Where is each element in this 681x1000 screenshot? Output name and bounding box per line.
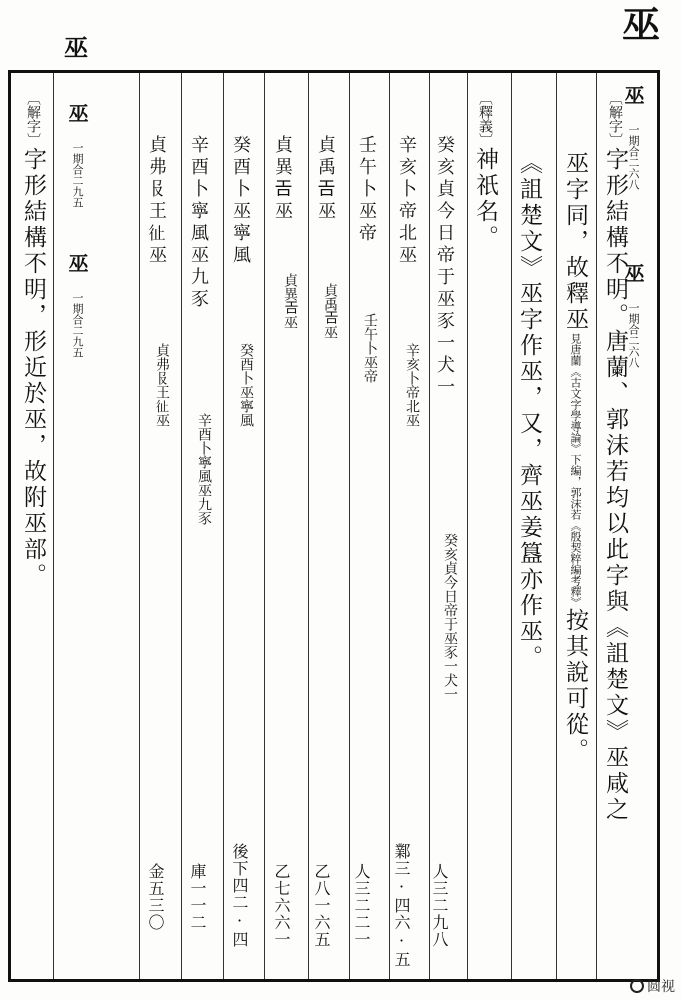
jiezi-tag: 〔解字〕 <box>607 91 623 147</box>
column-rule <box>511 73 512 979</box>
header-glyph: 巫 <box>621 85 645 105</box>
example-2-transcription: 辛亥卜帝北巫 <box>404 343 420 427</box>
example-6-source: 後下四二·四 <box>230 843 249 948</box>
example-3-oracle: 壬午卜巫帝 <box>356 135 377 245</box>
line2-note: 見唐蘭《古文字學導論》下編，郭沫若《殷契粹編考釋》 <box>569 333 582 608</box>
column-rule <box>389 73 390 979</box>
header-ref: 一期合二九五 <box>71 142 84 208</box>
header-glyph: 巫 <box>65 253 89 273</box>
example-7-transcription: 辛酉卜寧風巫九豕 <box>196 413 212 525</box>
example-5-oracle: 貞異𢀛巫 <box>272 135 293 223</box>
column-rule <box>181 73 182 979</box>
column-rule <box>467 73 468 979</box>
right-jiezi-column <box>603 91 626 823</box>
example-5-source: 乙七六六一 <box>272 863 291 948</box>
line3-text-c: 。 <box>516 645 542 671</box>
left-jiezi-text: 字形結構不明，形近於巫，故附巫部。 <box>20 147 46 589</box>
example-4-oracle: 貞禹𢀛巫 <box>315 135 336 223</box>
watermark <box>630 976 675 996</box>
column-rule <box>139 73 140 979</box>
line3-text: 《詛楚文》巫字作 <box>516 151 542 359</box>
example-3-source: 人三二二一 <box>352 863 371 948</box>
page-top-glyph: 巫 <box>622 2 661 47</box>
column-rule <box>556 73 557 979</box>
example-6-transcription: 癸酉卜巫寧風 <box>238 343 254 427</box>
example-4-source: 乙八一六五 <box>312 863 331 948</box>
page-frame <box>8 70 660 982</box>
line3-form2: 巫 <box>516 619 542 645</box>
corner-glyph: 巫 <box>64 33 88 62</box>
column-rule <box>53 73 54 979</box>
example-8-transcription: 貞弗𠬝王𢓊巫 <box>154 343 170 427</box>
example-1-oracle: 癸亥貞今日帝于巫豕一犬一 <box>434 135 455 399</box>
header-ref: 一期合二六八 <box>627 124 640 190</box>
example-3-transcription: 壬午卜巫帝 <box>362 313 378 383</box>
column-rule <box>429 73 430 979</box>
column-rule <box>223 73 224 979</box>
column-rule <box>308 73 309 979</box>
example-1-source: 人三二九八 <box>430 863 449 948</box>
header-ref: 一期合二九五 <box>71 292 84 358</box>
header-glyph: 巫 <box>65 103 89 123</box>
left-jiezi-column <box>21 91 44 589</box>
line3-text-b: ，又，齊巫姜簋亦作 <box>516 385 542 619</box>
example-6-oracle: 癸酉卜巫寧風 <box>230 135 251 267</box>
watermark-text: 圆视 <box>647 979 675 995</box>
jiezi-tag: 〔解字〕 <box>25 91 41 147</box>
shiyi-column <box>473 91 496 251</box>
example-5-transcription: 貞異𢀛巫 <box>282 273 298 329</box>
shiyi-tag: 〔釋義〕 <box>477 91 493 147</box>
shiyi-text: 神祇名。 <box>472 147 498 251</box>
example-8-source: 金五三〇 <box>146 863 165 931</box>
header-ref: 一期合二六八 <box>627 302 640 368</box>
example-4-transcription: 貞禹𢀛巫 <box>322 283 338 339</box>
line2-text: 巫字同，故釋巫 <box>562 151 588 333</box>
watermark-logo-icon <box>630 979 644 993</box>
right-line-2 <box>563 151 586 764</box>
example-1-transcription: 癸亥貞今日帝于巫豕一犬一 <box>442 533 458 701</box>
line2-text-b: 按其說可從。 <box>562 608 588 764</box>
column-rule <box>349 73 350 979</box>
column-rule <box>264 73 265 979</box>
line3-form: 巫 <box>516 359 542 385</box>
left-header-1 <box>67 103 87 208</box>
example-2-oracle: 辛亥卜帝北巫 <box>396 135 417 267</box>
right-line-3 <box>517 151 540 671</box>
header-glyph: 巫 <box>621 263 645 283</box>
example-7-source: 庫一一二 <box>188 863 207 931</box>
example-7-oracle: 辛酉卜寧風巫九豕 <box>188 135 209 311</box>
example-2-source: 鄴三·四六·五 <box>392 843 411 968</box>
example-8-oracle: 貞弗𠬝王𢓊巫 <box>146 135 167 267</box>
column-rule <box>596 73 597 979</box>
left-header-2 <box>67 253 87 358</box>
jiezi-line-1: 字形結構不明。唐蘭、郭沫若均以此字與《詛楚文》巫咸之 <box>602 147 628 823</box>
